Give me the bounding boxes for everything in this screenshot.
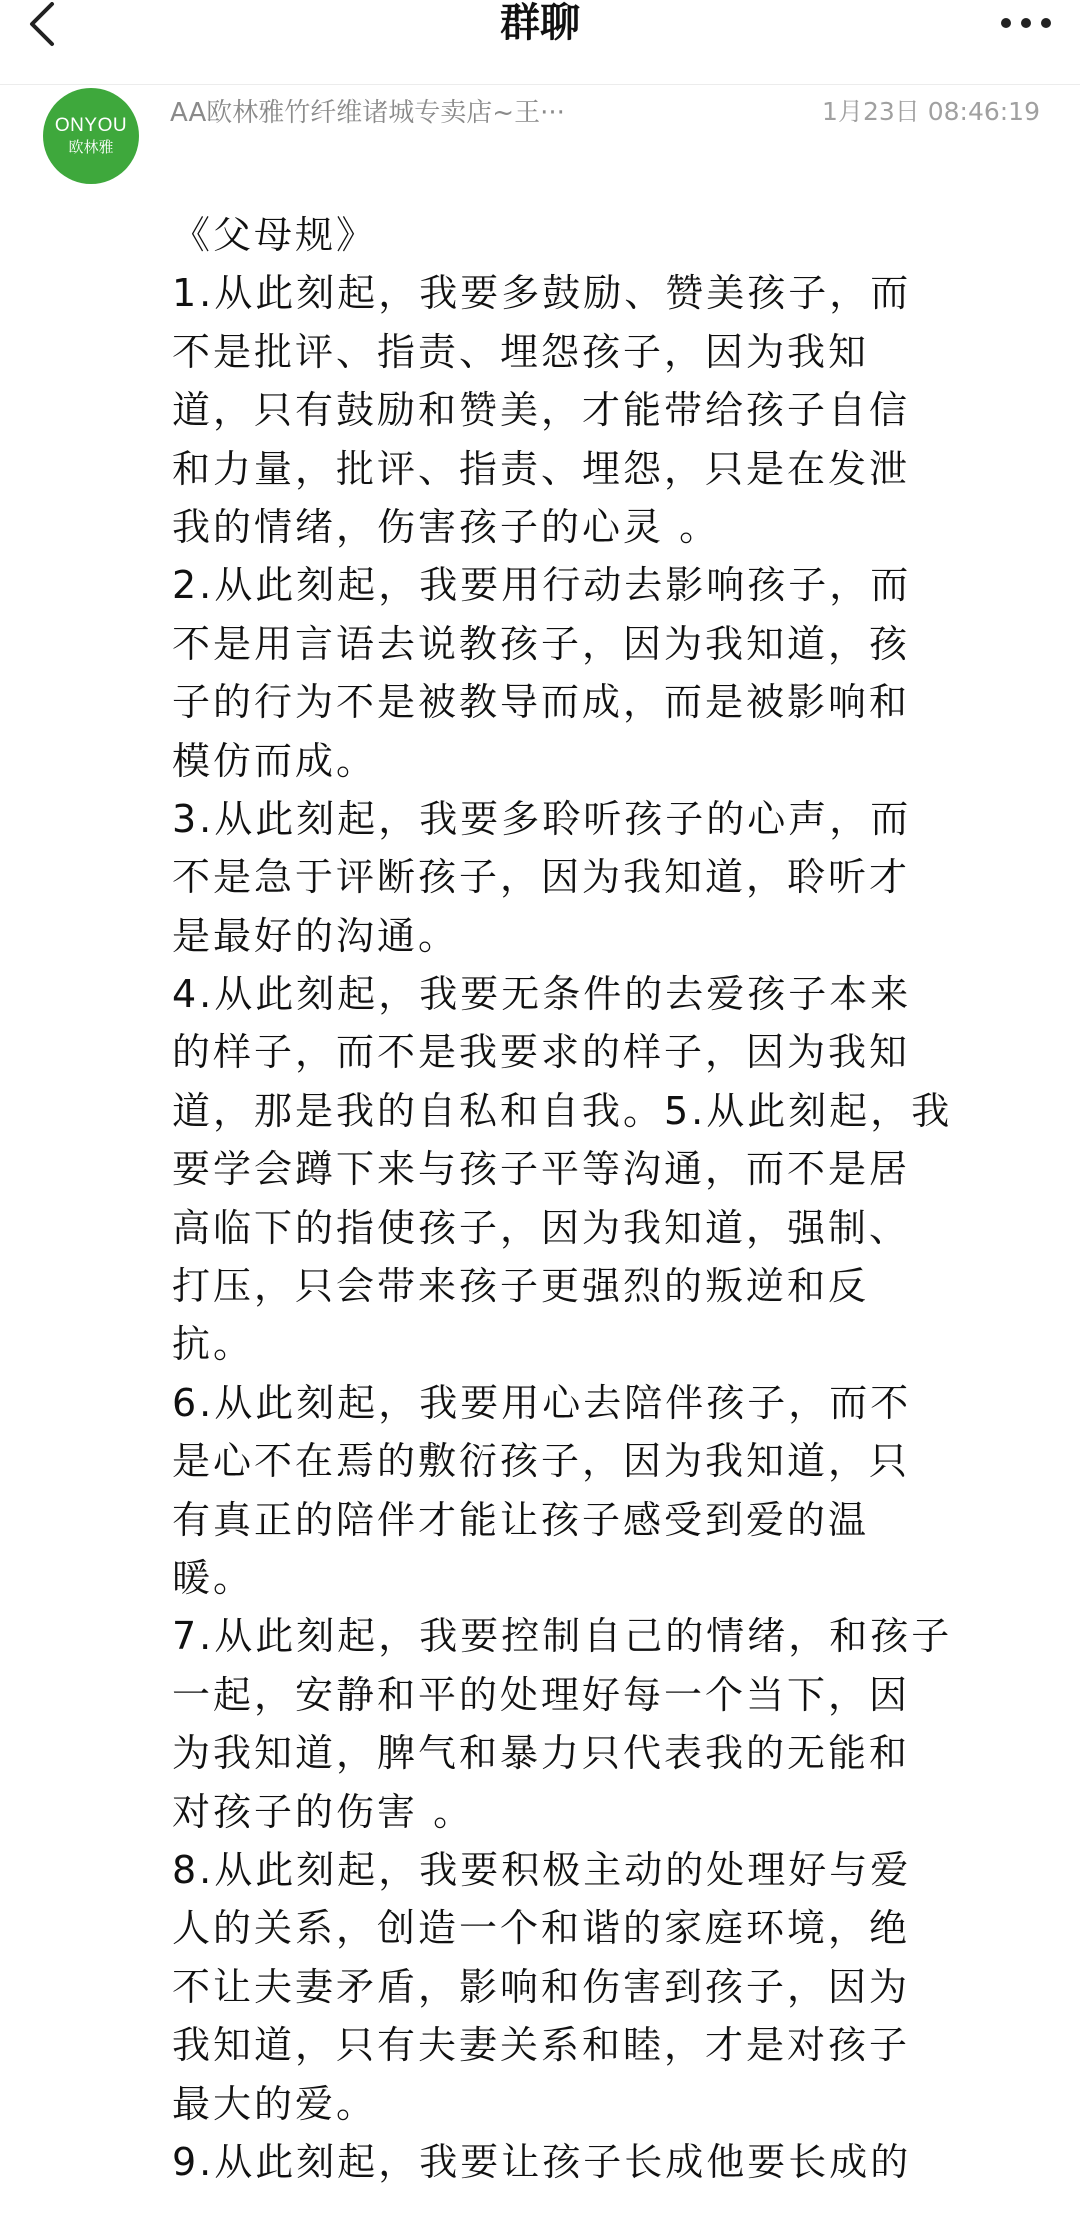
sender-name[interactable]: AA欧林雅竹纤维诸城专卖店~王··· bbox=[170, 98, 565, 128]
message-line: 最大的爱。 bbox=[172, 2081, 378, 2126]
message-line: 子的行为不是被教导而成，而是被影响和 bbox=[172, 680, 911, 725]
message-line: 是最好的沟通。 bbox=[172, 913, 460, 958]
message-line: 抗。 bbox=[172, 1322, 255, 1367]
message-line: 不让夫妻矛盾，影响和伤害到孩子，因为 bbox=[172, 1964, 911, 2009]
message-line: 人的关系，创造一个和谐的家庭环境，绝 bbox=[172, 1906, 911, 1951]
avatar-brand-cn: 欧林雅 bbox=[68, 138, 114, 156]
message-line: 和力量，批评、指责、埋怨，只是在发泄 bbox=[172, 446, 911, 491]
message-line: 9.从此刻起，我要让孩子长成他要长成的 bbox=[172, 2139, 912, 2184]
message-timestamp: 1月23日 08:46:19 bbox=[822, 97, 1040, 126]
message-line: 模仿而成。 bbox=[172, 738, 378, 783]
message-line: 我知道，只有夫妻关系和睦，才是对孩子 bbox=[172, 2023, 911, 2068]
message-line: 7.从此刻起，我要控制自己的情绪，和孩子 bbox=[172, 1614, 953, 1659]
message-line: 打压，只会带来孩子更强烈的叛逆和反 bbox=[172, 1264, 870, 1309]
message-line: 8.从此刻起，我要积极主动的处理好与爱 bbox=[172, 1847, 912, 1892]
message-line: 1.从此刻起，我要多鼓励、赞美孩子，而 bbox=[172, 271, 912, 316]
avatar-brand-en: ONYOU bbox=[54, 115, 128, 136]
message-line: 道，那是我的自私和自我。5.从此刻起，我 bbox=[172, 1088, 953, 1133]
message-line: 不是批评、指责、埋怨孩子，因为我知 bbox=[172, 329, 870, 374]
message-line: 有真正的陪伴才能让孩子感受到爱的温 bbox=[172, 1497, 870, 1542]
message-line: 为我知道，脾气和暴力只代表我的无能和 bbox=[172, 1731, 911, 1776]
sender-avatar[interactable] bbox=[43, 88, 139, 184]
message-text bbox=[172, 206, 1052, 2191]
message-line: 对孩子的伤害 。 bbox=[172, 1789, 475, 1834]
message-line: 是心不在焉的敷衍孩子，因为我知道，只 bbox=[172, 1439, 911, 1484]
message-line: 4.从此刻起，我要无条件的去爱孩子本来 bbox=[172, 972, 912, 1017]
message-line: 道，只有鼓励和赞美，才能带给孩子自信 bbox=[172, 388, 911, 433]
message-line: 2.从此刻起，我要用行动去影响孩子，而 bbox=[172, 563, 912, 608]
message-line: 暖。 bbox=[172, 1555, 255, 1600]
message-line: 高临下的指使孩子，因为我知道，强制、 bbox=[172, 1205, 911, 1250]
message-line: 不是急于评断孩子，因为我知道，聆听才 bbox=[172, 855, 911, 900]
page-title: 群聊 bbox=[500, 0, 580, 46]
message-line: 的样子，而不是我要求的样子，因为我知 bbox=[172, 1030, 911, 1075]
message-header bbox=[170, 92, 1040, 128]
message-line: 3.从此刻起，我要多聆听孩子的心声，而 bbox=[172, 796, 912, 841]
message-line: 《父母规》 bbox=[172, 213, 378, 257]
more-options-button[interactable] bbox=[982, 8, 1052, 38]
message-line: 要学会蹲下来与孩子平等沟通，而不是居 bbox=[172, 1147, 911, 1192]
message-line: 不是用言语去说教孩子，因为我知道，孩 bbox=[172, 621, 911, 666]
message-line: 6.从此刻起，我要用心去陪伴孩子，而不 bbox=[172, 1380, 912, 1425]
nav-bar bbox=[0, 0, 1080, 85]
message-line: 一起，安静和平的处理好每一个当下，因 bbox=[172, 1672, 911, 1717]
message-line: 我的情绪，伤害孩子的心灵 。 bbox=[172, 504, 721, 549]
more-dots-icon bbox=[1000, 17, 1052, 29]
